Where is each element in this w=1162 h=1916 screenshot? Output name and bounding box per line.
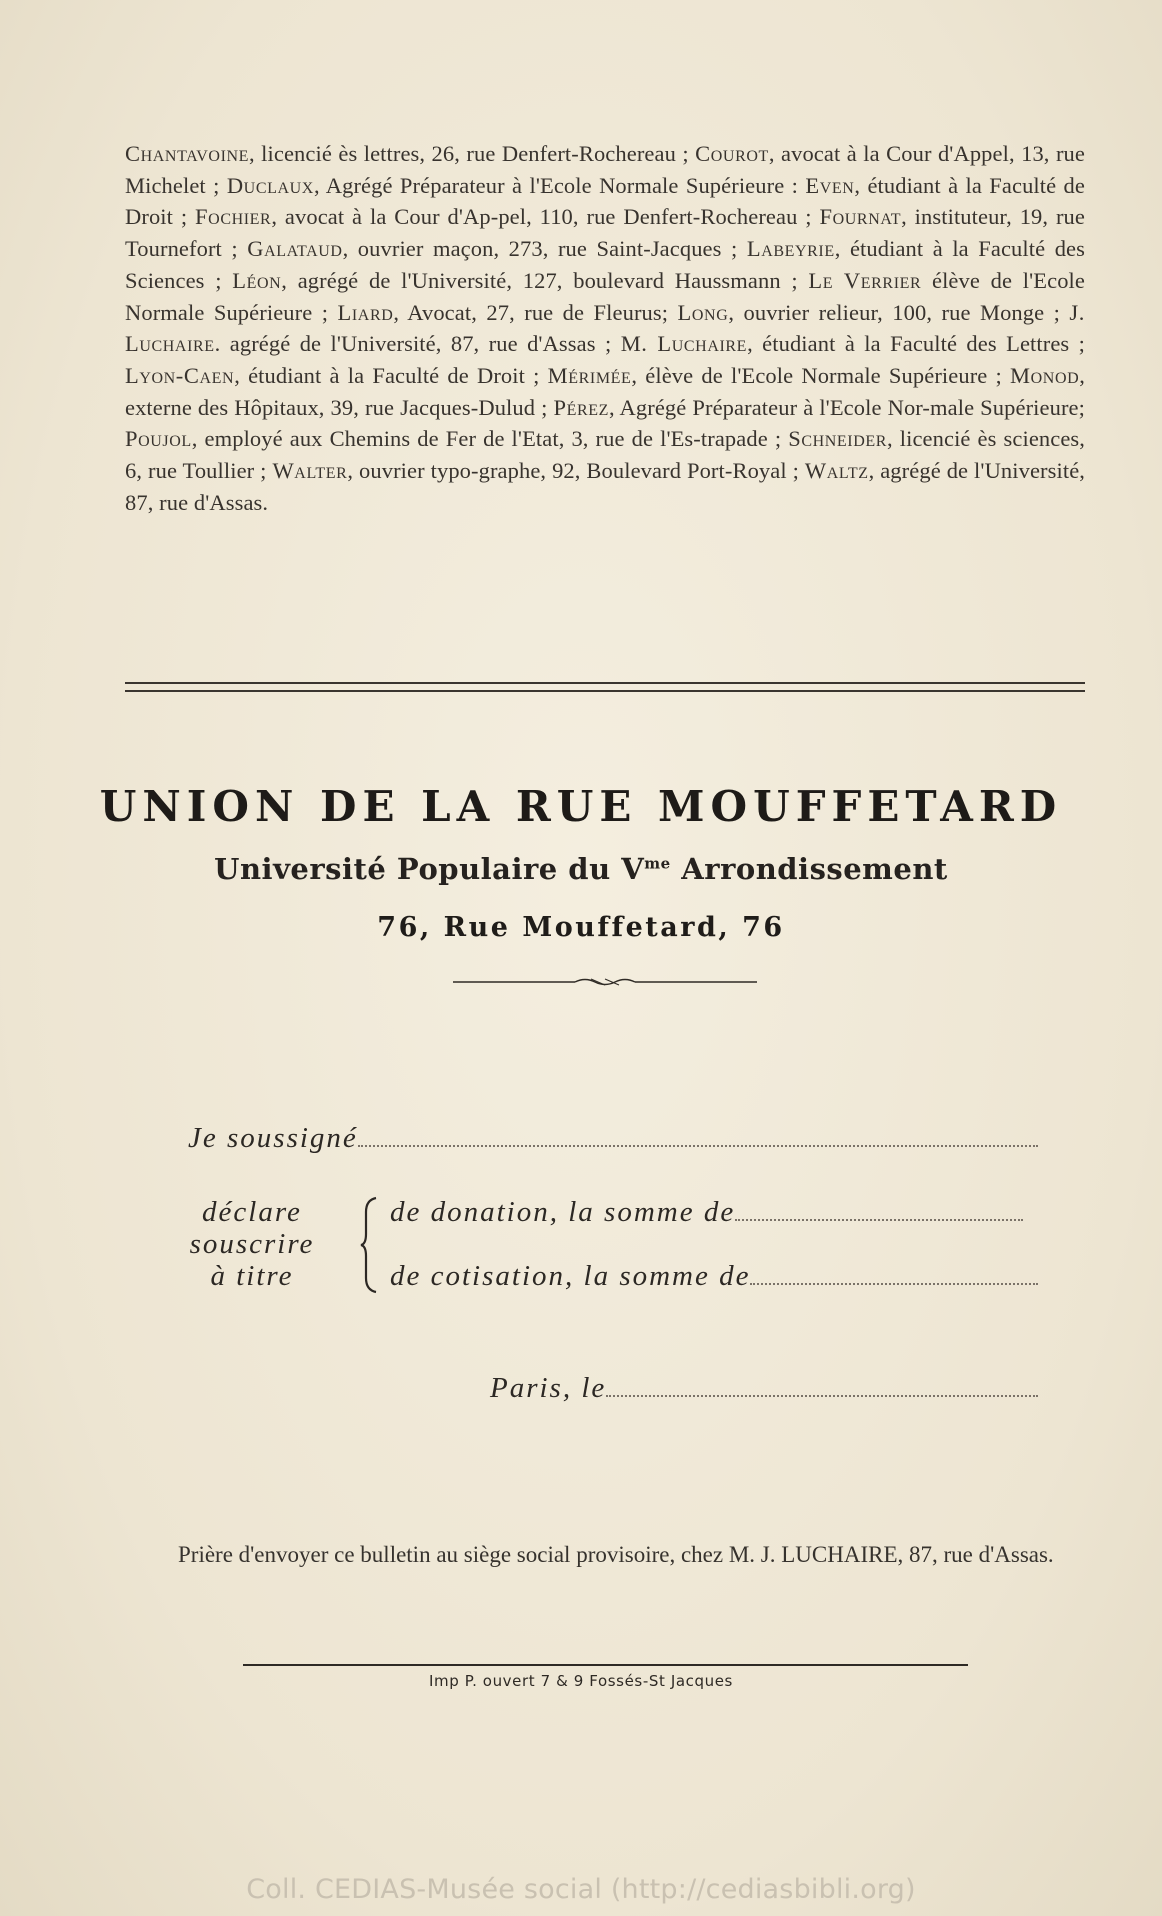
member-name: Long [677, 299, 729, 325]
donation-label: de donation, la somme de [390, 1196, 736, 1228]
member-name: Galataud [247, 236, 343, 262]
member-name: Léon [232, 267, 282, 293]
member-name: Schneider [788, 426, 888, 452]
curly-brace [360, 1196, 382, 1294]
university-subtitle [0, 852, 1162, 886]
member-description: , agrégé de l'Université, 87, rue d'Assas. [125, 458, 1086, 515]
member-name: Waltz [804, 458, 869, 484]
member-description: , licencié ès lettres, 26, rue Denfert-Rochereau ; [249, 141, 696, 166]
member-description: , licencié ès sciences, 6, rue Toullier ; [125, 426, 1086, 484]
paris-date-label: Paris, le [490, 1372, 607, 1404]
member-name: M. Luchaire [620, 331, 748, 357]
subtitle-superscript: me [644, 854, 671, 873]
member-name: Even [805, 172, 855, 198]
cotisation-row [390, 1260, 1038, 1293]
member-name: Pérez [553, 394, 610, 420]
member-name: Poujol [125, 426, 192, 452]
member-name: J. Luchaire [125, 299, 1086, 357]
donation-row [390, 1196, 1023, 1229]
member-description: , élève de l'Ecole Normale Supérieure ; [631, 362, 1011, 388]
member-name: Walter [272, 458, 348, 484]
double-rule-divider [125, 682, 1085, 692]
union-title: UNION DE LA RUE MOUFFETARD [99, 782, 1063, 831]
send-instructions: Prière d'envoyer ce bulletin au siège social provisoire, chez M. J. LUCHAIRE, 87, rue d'Assas. [178, 1542, 1054, 1567]
member-description: , avocat à la Cour d'Ap-pel, 110, rue Denfert-Rochereau ; [271, 204, 820, 230]
collection-watermark: Coll. CEDIAS-Musée social (http://cediasbibli.org) [246, 1874, 916, 1905]
member-description: , étudiant à la Faculté des Sciences ; [125, 236, 1085, 293]
member-name: Chantavoine [125, 141, 250, 166]
member-name: Liard [337, 299, 394, 325]
member-name: Fochier [195, 204, 272, 230]
cotisation-label: de cotisation, la somme de [390, 1260, 751, 1292]
subtitle-prefix: Université Populaire du V [214, 852, 645, 886]
as-label: à titre [210, 1260, 294, 1292]
member-name: Duclaux [226, 172, 314, 198]
member-name: Labeyrie [746, 236, 835, 262]
member-description: , ouvrier relieur, 100, rue Monge ; [728, 299, 1070, 325]
member-description: , étudiant à la Faculté de Droit ; [234, 362, 548, 388]
member-description: , ouvrier maçon, 273, rue Saint-Jacques ; [342, 236, 747, 262]
member-description: . agrégé de l'Université, 87, rue d'Assas ; [214, 331, 621, 357]
member-description: , Avocat, 27, rue de Fleurus; [393, 299, 678, 325]
member-description: , externe des Hôpitaux, 39, rue Jacques-Dulud ; [125, 362, 1085, 420]
subtitle-suffix: Arrondissement [670, 852, 948, 886]
member-name: Fournat [819, 204, 902, 230]
member-description: , étudiant à la Faculté de Droit ; [125, 172, 1085, 230]
member-list [125, 138, 1085, 518]
street-address: 76, Rue Mouffetard, 76 [377, 912, 785, 943]
member-description: , employé aux Chemins de Fer de l'Etat, 3, rue de l'Es-trapade ; [191, 426, 789, 452]
member-description: , Agrégé Préparateur à l'Ecole Nor-male Supérieure; [609, 394, 1085, 420]
member-name: Lyon-Caen [125, 362, 235, 388]
member-description: , ouvrier typo-graphe, 92, Boulevard Port-Royal ; [347, 458, 805, 484]
member-description: , instituteur, 19, rue Tournefort ; [125, 204, 1085, 262]
member-name: Courot [695, 141, 769, 166]
subscribe-label: souscrire [189, 1228, 315, 1260]
imprint-rule [243, 1664, 968, 1666]
signed-row [188, 1122, 1038, 1155]
declare-label: déclare [202, 1196, 302, 1228]
member-description: élève de l'Ecole Normale Supérieure ; [125, 267, 1085, 325]
member-name: Le Verrier [808, 267, 922, 293]
ornament-divider [453, 976, 757, 988]
member-name: Mérimée [547, 362, 632, 388]
signed-name-field[interactable] [358, 1144, 1038, 1147]
date-row [490, 1372, 1038, 1405]
member-description: , avocat à la Cour d'Appel, 13, rue Michelet ; [125, 141, 1085, 198]
date-field[interactable] [606, 1394, 1038, 1397]
signed-label: Je soussigné [188, 1122, 358, 1154]
member-description: , agrégé de l'Université, 127, boulevard Haussmann ; [281, 267, 809, 293]
member-description: , Agrégé Préparateur à l'Ecole Normale Supérieure : [313, 172, 806, 198]
member-description: , étudiant à la Faculté des Lettres ; [747, 331, 1085, 357]
member-name: Monod [1010, 362, 1080, 388]
printer-imprint: Imp P. ouvert 7 & 9 Fossés-St Jacques [429, 1672, 733, 1690]
cotisation-amount-field[interactable] [750, 1282, 1038, 1285]
donation-amount-field[interactable] [735, 1218, 1023, 1221]
